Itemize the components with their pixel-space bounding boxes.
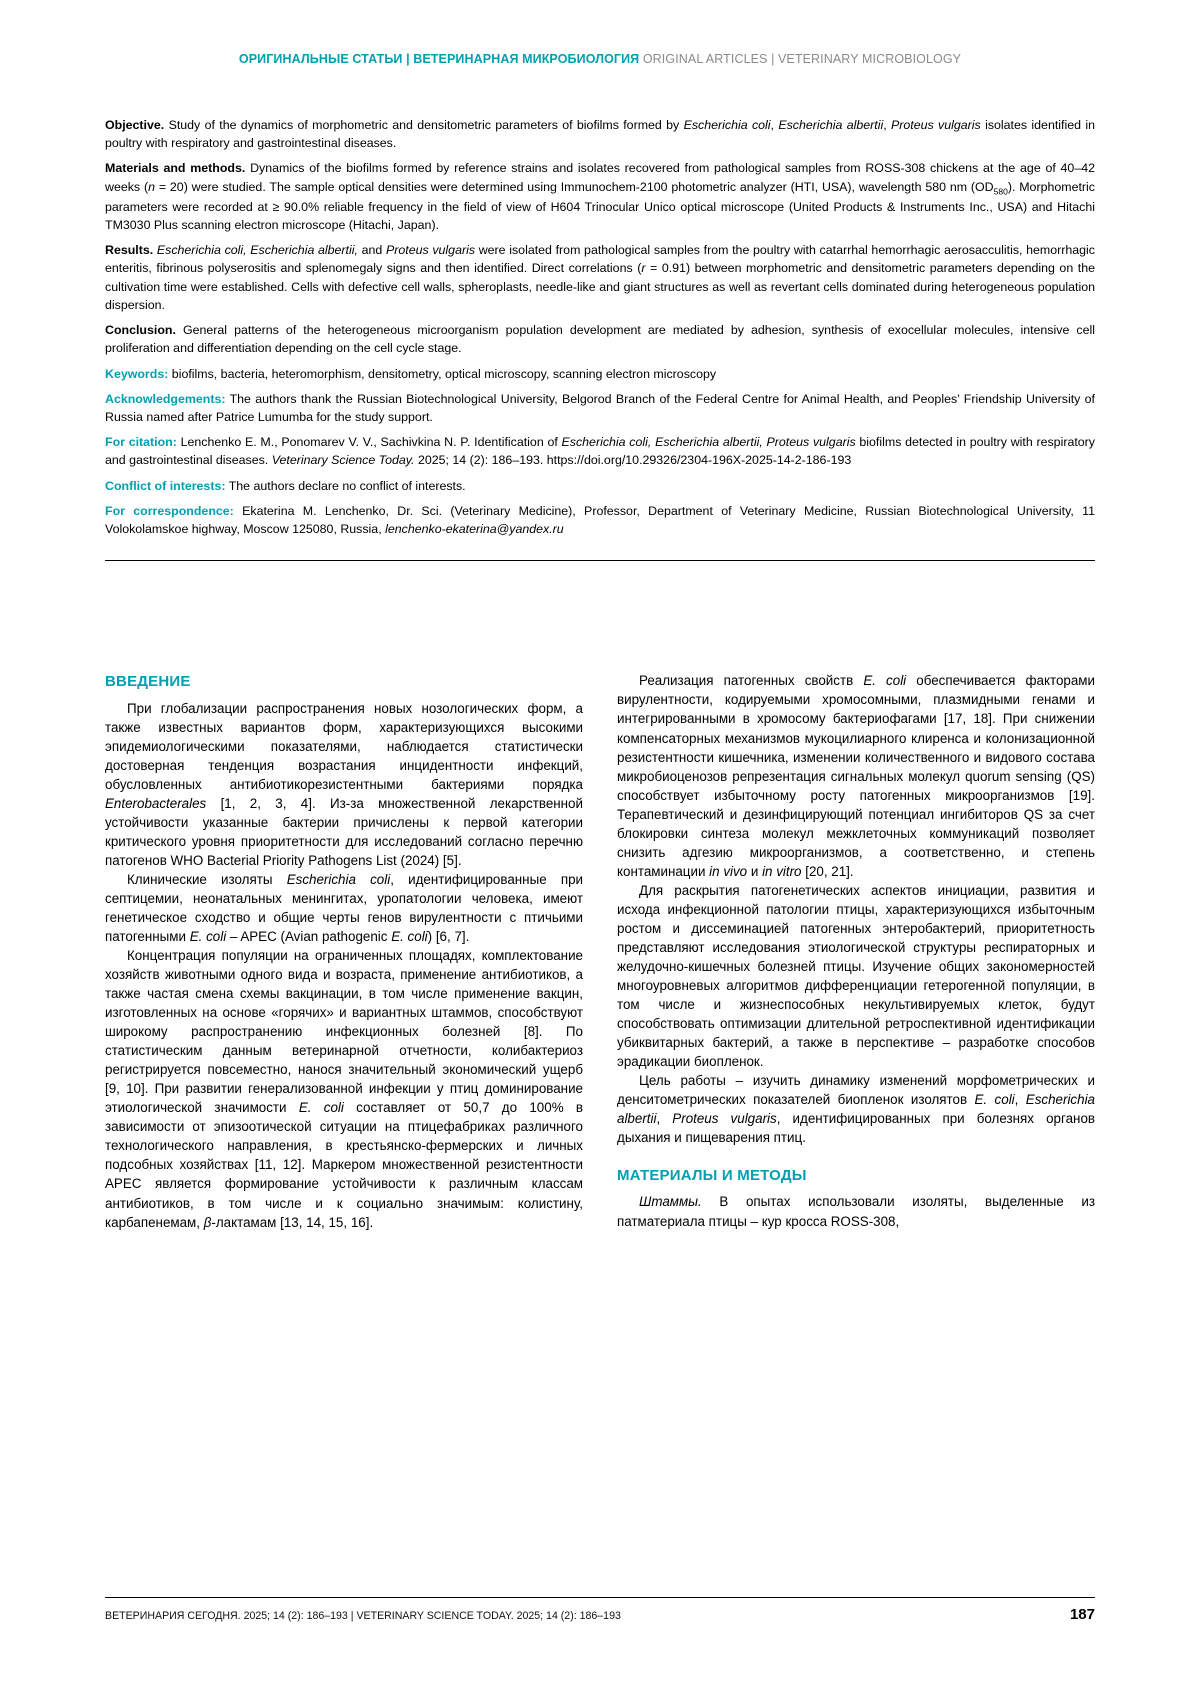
abstract-citation	[105, 433, 1095, 469]
page-footer	[105, 1597, 1095, 1623]
abstract-results-text: Escherichia coli, Escherichia albertii, and Proteus vulgaris were isolated from pathological samples from the poultry with catarrhal hemorrhagic aerosacculitis, hemorrhagic enteritis, fibrinous polyserositis and splenomegaly signs and then identified. Direct correlations (r = 0.91) between morphometric and densitometric parameters depending on the cultivation time were established. Cells with defective cell walls, spheroplasts, needle-like and giant structures as well as revertant cells dominated during heterogeneous population dispersion.	[105, 243, 1096, 312]
section-heading-materials-methods: МАТЕРИАЛЫ И МЕТОДЫ	[617, 1167, 807, 1185]
running-head-en: ORIGINAL ARTICLES | VETERINARY MICROBIOLOGY	[642, 52, 962, 66]
abstract-acknowledgements-text: The authors thank the Russian Biotechnological University, Belgorod Branch of the Federal Centre for Animal Health, and Peoples’ Friendship University of Russia named after Patrice Lumumba for the study support.	[105, 391, 1095, 424]
abstract-objective-text: Study of the dynamics of morphometric and densitometric parameters of biofilms formed by Escherichia coli, Escherichia albertii, Proteus vulgaris isolates identified in poultry with respiratory and gastrointestinal diseases.	[105, 118, 1095, 151]
abstract-conflict	[105, 477, 1095, 495]
column-left	[105, 671, 583, 1231]
abstract-citation-text: Lenchenko E. M., Ponomarev V. V., Sachivkina N. P. Identification of Escherichia coli, Escherichia albertii, Proteus vulgaris biofilms detected in poultry with respiratory and gastrointestinal diseases. Veterinary Science Today. 2025; 14 (2): 186–193. https://doi.org/10.29326/2304-196X-2025-14-2-186-193	[105, 435, 1095, 468]
abstract-materials-text: Dynamics of the biofilms formed by reference strains and isolates recovered from pathological samples from ROSS-308 chickens at the age of 40–42 weeks (n = 20) were studied. The sample optical densities were determined using Immunochem-2100 photometric analyzer (HTI, USA), wavelength 580 nm $(OD_{580})$. Morphometric parameters were recorded at ≥ 90.0% reliable frequency in the field of view of H604 Trinocular Unico optical microscope (United Products & Instruments Inc., USA) and Hitachi TM3030 Plus scanning electron microscope (Hitachi, Japan).	[105, 161, 1095, 232]
paragraph: Концентрация популяции на ограниченных площадях, комплектование хозяйств животными одного вида и возраста, применение антибиотиков, а также частая смена схемы вакцинации, в том числе применение вакцин, изготовленных на основе «горячих» и вариантных штаммов, способствуют широкому распространению инфекционных болезней [8]. По статистическим данным ветеринарной отчетности, колибактериоз регистрируется повсеместно, нанося значительный экономический ущерб [9, 10]. При развитии генерализованной инфекции у птиц доминирование этиологической значимости E. coli составляет от 50,7 до 100% в зависимости от эпизоотической ситуации на птицефабриках различного технологического направления, в крестьянско-фермерских и личных подсобных хозяйствах [11, 12]. Маркером множественной резистентности APEC является формирование устойчивости к различным классам антибиотиков, в том числе и к социально значимым: колистину, карбапенемам, β-лактамам [13, 14, 15, 16].	[105, 948, 584, 1230]
abstract-keywords	[105, 365, 1095, 383]
paragraph: Цель работы – изучить динамику изменений морфометрических и денситометрических показателей биопленок изолятов E. coli, Escherichia albertii, Proteus vulgaris, идентифицированных при болезнях органов дыхания и пищеварения птиц.	[617, 1073, 1096, 1146]
abstract-citation-label: For citation:	[105, 435, 177, 450]
paragraph: Клинические изоляты Escherichia coli, идентифицированные при септицемии, неонатальных менингитах, уропатологии человека, имеют генетическое сходство и общие черты генов вирулентности с птичьими патогенными E. coli – APEC (Avian pathogenic E. coli) [6, 7].	[105, 871, 584, 945]
footer-divider	[105, 1597, 1095, 1598]
abstract-results	[105, 241, 1095, 314]
abstract-correspondence-text: Ekaterina M. Lenchenko, Dr. Sci. (Veterinary Medicine), Professor, Department of Veterinary Medicine, Russian Biotechnological University, 11 Volokolamskoe highway, Moscow 125080, Russia, lenchenko-ekaterina@yandex.ru	[105, 503, 1096, 537]
abstract-conclusion	[105, 321, 1095, 357]
paragraph: При глобализации распространения новых нозологических форм, а также известных вариантов форм, характеризующихся высокими эпидемиологическими показателями, наблюдается статистически достоверная тенденция возрастания инцидентности инфекций, обусловленных антибиотикорезистентными бактериями порядка Enterobacterales [1, 2, 3, 4]. Из-за множественной лекарственной устойчивости указанные бактерии причислены к первой категории критического уровня приоритетности для исследований согласно перечню патогенов WHO Bacterial Priority Pathogens List (2024) [5].	[105, 700, 583, 868]
article-body	[105, 671, 1095, 1231]
paragraph: Штаммы. В опытах использовали изоляты, выделенные из патматериала птицы – кур кросса ROSS-308,	[617, 1194, 1095, 1229]
footer-note: ВЕТЕРИНАРИЯ СЕГОДНЯ. 2025; 14 (2): 186–193 | VETERINARY SCIENCE TODAY. 2025; 14 (2): 186–193	[105, 1610, 621, 1622]
abstract-keywords-label: Keywords:	[105, 366, 169, 381]
page-number: 187	[1069, 1606, 1095, 1623]
abstract-acknowledgements	[105, 390, 1095, 426]
abstract-materials	[105, 159, 1095, 234]
abstract-block	[105, 116, 1095, 561]
abstract-conclusion-label: Conclusion.	[105, 323, 176, 338]
running-head	[105, 0, 1095, 66]
abstract-materials-label: Materials and methods.	[105, 161, 246, 176]
abstract-objective-label: Objective.	[105, 118, 165, 132]
abstract-conflict-label: Conflict of interests:	[105, 478, 226, 493]
abstract-results-label: Results.	[105, 243, 154, 258]
abstract-acknowledgements-label: Acknowledgements:	[105, 391, 226, 406]
abstract-conflict-text: The authors declare no conflict of interests.	[225, 478, 466, 493]
running-head-ru: ОРИГИНАЛЬНЫЕ СТАТЬИ | ВЕТЕРИНАРНАЯ МИКРОБИОЛОГИЯ	[238, 52, 640, 66]
abstract-keywords-text: biofilms, bacteria, heteromorphism, densitometry, optical microscopy, scanning electron microscopy	[168, 366, 717, 381]
column-right	[617, 671, 1095, 1231]
abstract-conclusion-text: General patterns of the heterogeneous microorganism population development are mediated by adhesion, synthesis of exocellular molecules, intensive cell proliferation and differentiation depending on the cell cycle stage.	[105, 323, 1095, 356]
abstract-divider	[105, 560, 1095, 561]
section-heading-introduction: ВВЕДЕНИЕ	[105, 673, 191, 691]
paragraph: Для раскрытия патогенетических аспектов инициации, развития и исхода инфекционной патологии птицы, характеризующихся избыточным ростом и диссеминацией патогенных энтеробактерий, приоритетность представляют исследования этиологической структуры респираторных и желудочно-кишечных болезней птицы. Изучение общих закономерностей многоуровневых алгоритмов дифференциации гетерогенной популяции, в том числе и жизнеспособных некультивируемых клеток, будут способствовать оптимизации длительной ретроспективной идентификации убиквитарных бактерий, а также в перспективе – разработке способов эрадикации биопленок.	[617, 882, 1095, 1070]
abstract-objective	[105, 116, 1095, 152]
abstract-correspondence-label: For correspondence:	[105, 503, 234, 518]
paragraph: Реализация патогенных свойств E. coli обеспечивается факторами вирулентности, кодируемыми хромосомными, плазмидными генами и интегрированными в хромосому бактериофагами [17, 18]. При снижении компенсаторных механизмов мукоцилиарного клиренса и колонизационной резистентности кишечника, изменении количественного и видового состава микробиоценозов репрезентация сигнальных молекул quorum sensing (QS) способствует избыточному росту патогенных микроорганизмов [19]. Терапевтический и дезинфицирующий потенциал ингибиторов QS за счет блокировки синтеза молекул межклеточных коммуникаций позволяет снизить адгезию микроорганизмов, а соответственно, и степень контаминации in vivo и in vitro [20, 21].	[617, 673, 1095, 879]
abstract-correspondence	[105, 502, 1095, 538]
